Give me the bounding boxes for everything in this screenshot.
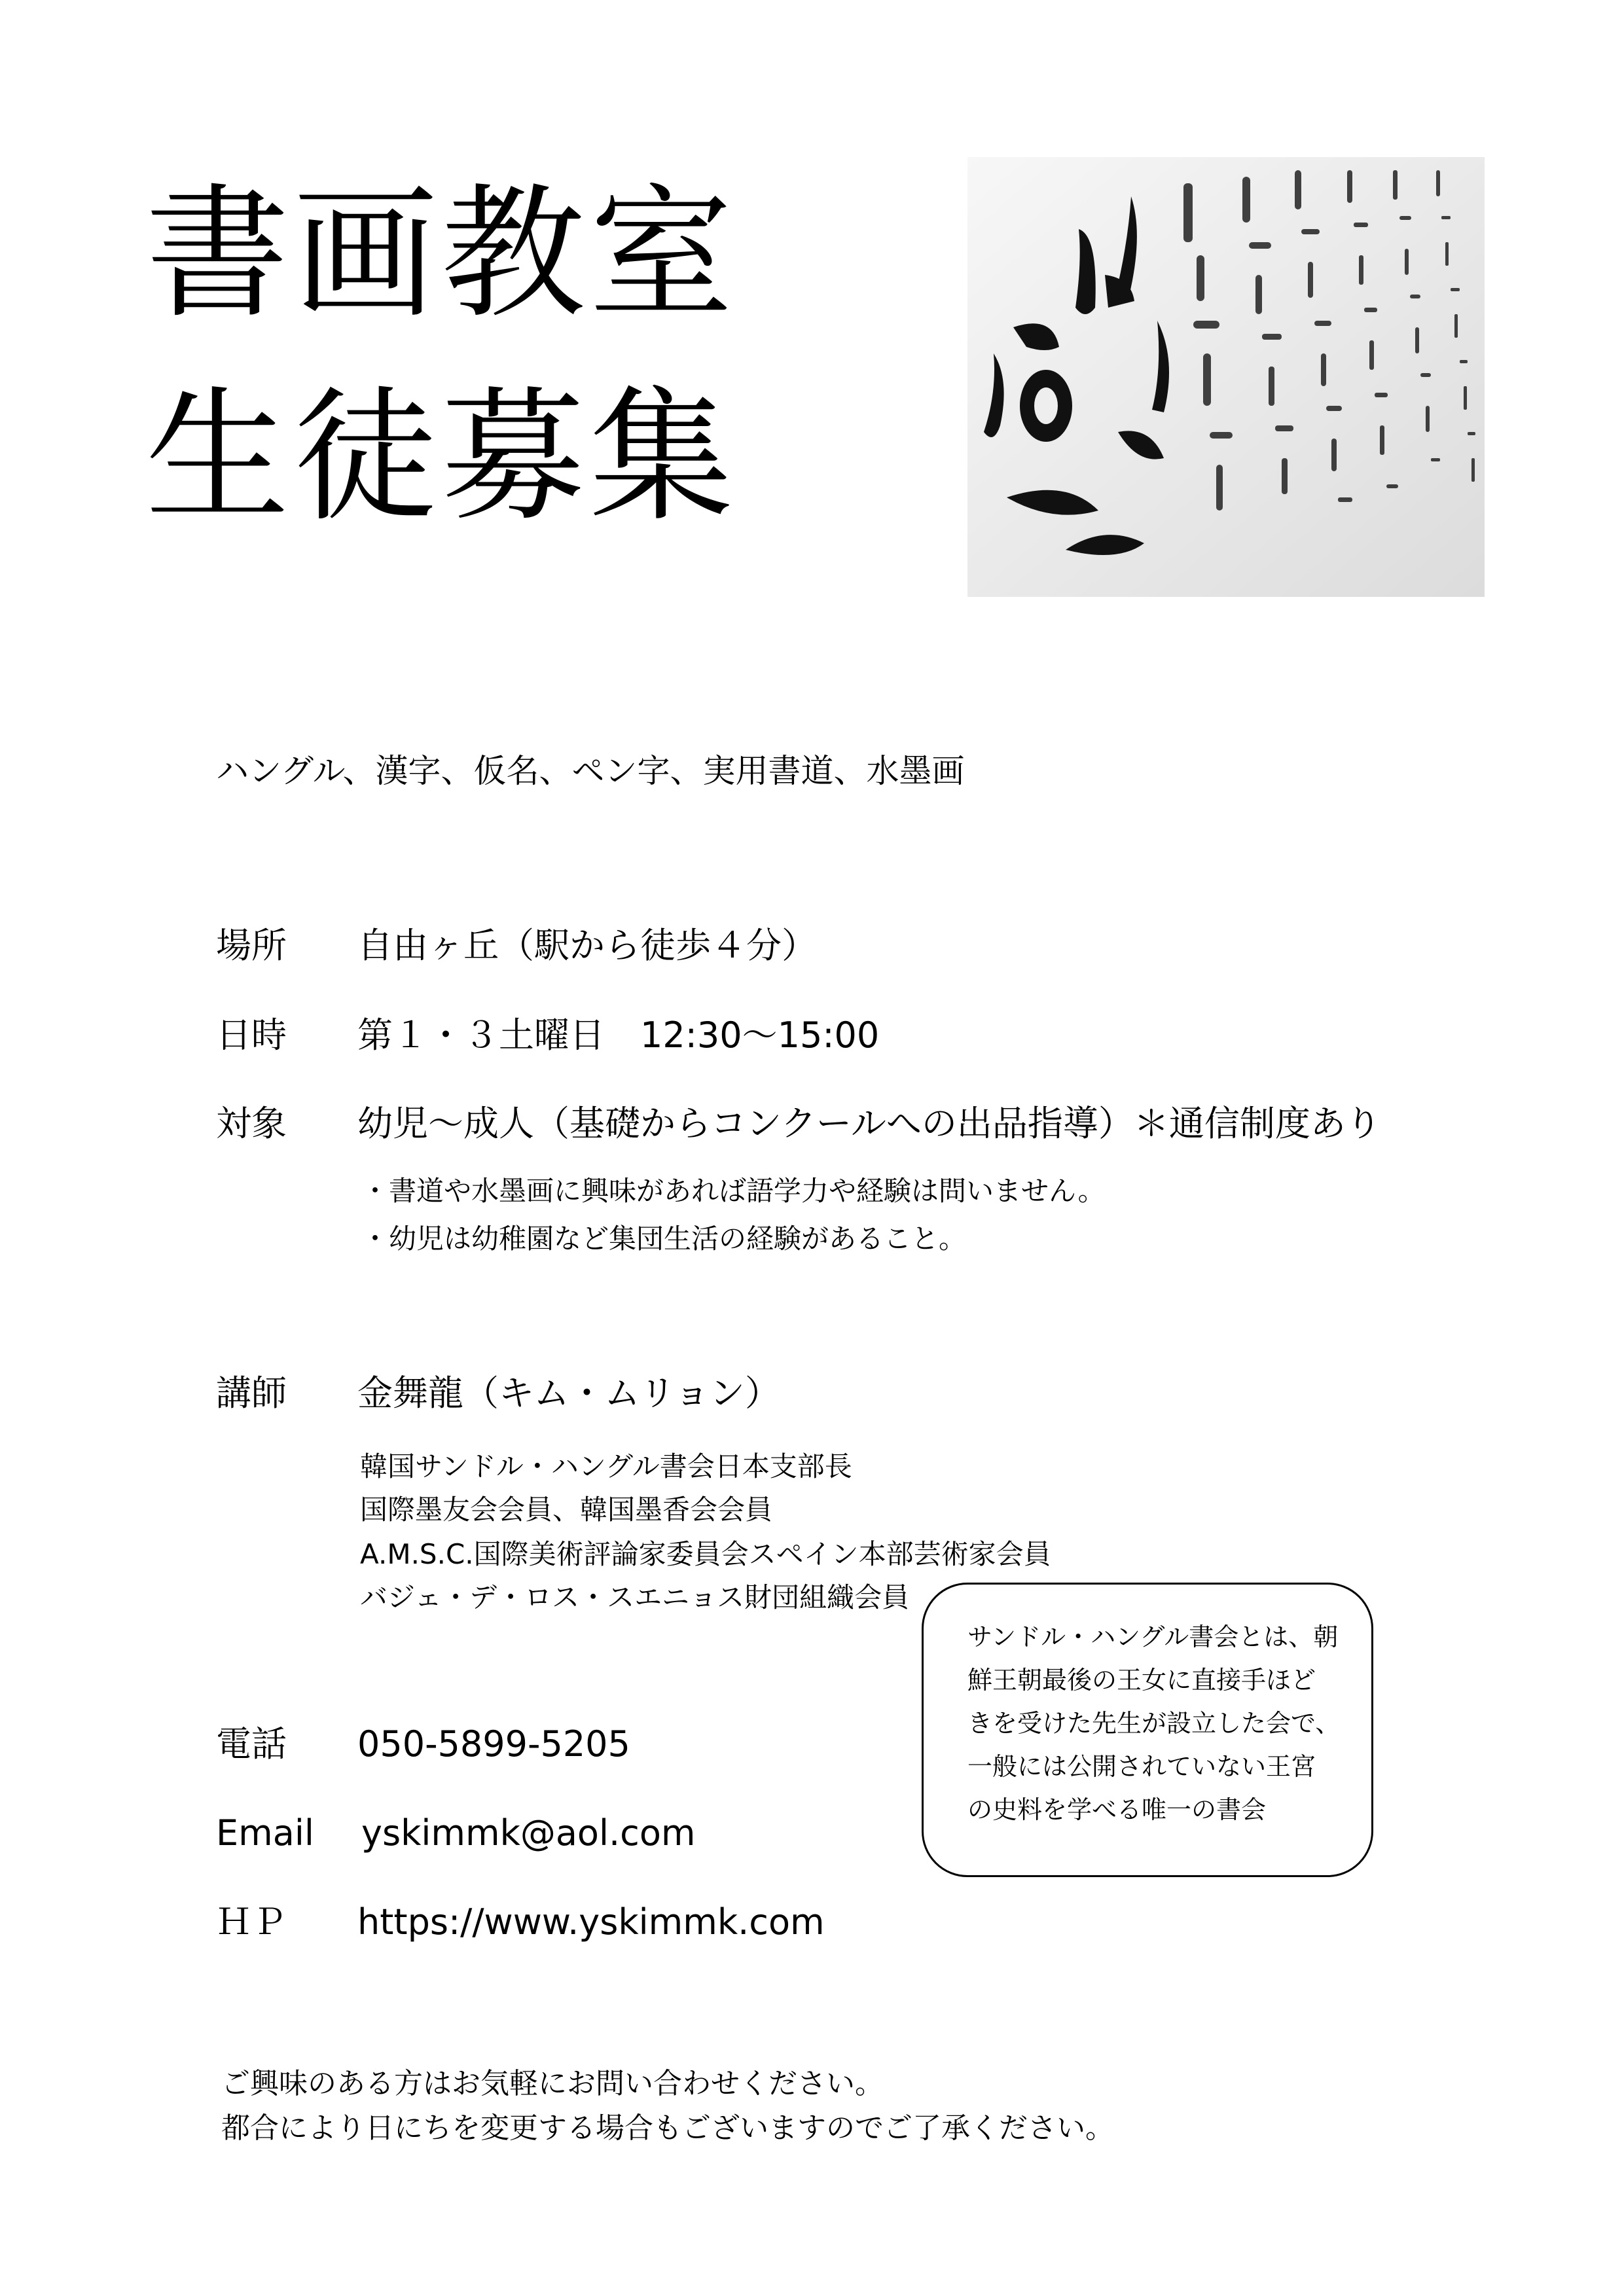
target-label: 対象 (216, 1103, 287, 1144)
datetime-label: 日時 (216, 1014, 287, 1056)
callout-text-line: 一般には公開されていない王宮 (967, 1752, 1316, 1781)
instructor-credential: 国際墨友会会員、韓国墨香会会員 (360, 1494, 773, 1526)
callout-text-line: きを受けた先生が設立した会で、 (967, 1709, 1341, 1738)
hangul-calligraphy-image (967, 157, 1485, 597)
phone-value[interactable]: 050-5899-5205 (357, 1723, 630, 1765)
callout-text-line: サンドル・ハングル書会とは、朝 (967, 1623, 1339, 1651)
website-link[interactable]: https://www.yskimmk.com (357, 1901, 825, 1943)
place-label: 場所 (216, 925, 287, 966)
instructor-credential: バジェ・デ・ロス・スエニョス財団組織会員 (360, 1581, 910, 1613)
closing-text-line: ご興味のある方はお気軽にお問い合わせください。 (221, 2067, 884, 2100)
closing-text-line: 都合により日にちを変更する場合もございますのでご了承ください。 (221, 2111, 1114, 2145)
instructor-name: 金舞龍（キム・ムリョン） (357, 1372, 780, 1414)
instructor-credential: 韓国サンドル・ハングル書会日本支部長 (360, 1450, 852, 1482)
callout-text-line: の史料を学べる唯一の書会 (967, 1795, 1267, 1824)
calligraphy-brush-strokes (967, 157, 1485, 597)
instructor-label: 講師 (216, 1372, 287, 1414)
instructor-credential: A.M.S.C.国際美術評論家委員会スペイン本部芸術家会員 (360, 1538, 1051, 1570)
subjects-list: ハングル、漢字、仮名、ペン字、実用書道、水墨画 (216, 752, 965, 790)
page-title-line-1: 書画教室 (145, 170, 738, 338)
place-value: 自由ヶ丘（駅から徒歩４分） (357, 925, 817, 966)
hp-label: ＨＰ (216, 1901, 287, 1943)
target-note: ・幼児は幼稚園など集団生活の経験があること。 (361, 1223, 967, 1255)
page-title-line-2: 生徒募集 (145, 373, 738, 541)
target-note: ・書道や水墨画に興味があれば語学力や経験は問いません。 (361, 1175, 1106, 1207)
phone-label: 電話 (216, 1723, 287, 1765)
email-link[interactable]: yskimmk@aol.com (361, 1812, 696, 1854)
callout-text-line: 鮮王朝最後の王女に直接手ほど (967, 1666, 1316, 1695)
target-value: 幼児〜成人（基礎からコンクールへの出品指導）＊通信制度あり (357, 1103, 1381, 1144)
datetime-value: 第１・３土曜日 12:30〜15:00 (357, 1014, 880, 1056)
email-label: Email (216, 1812, 314, 1854)
